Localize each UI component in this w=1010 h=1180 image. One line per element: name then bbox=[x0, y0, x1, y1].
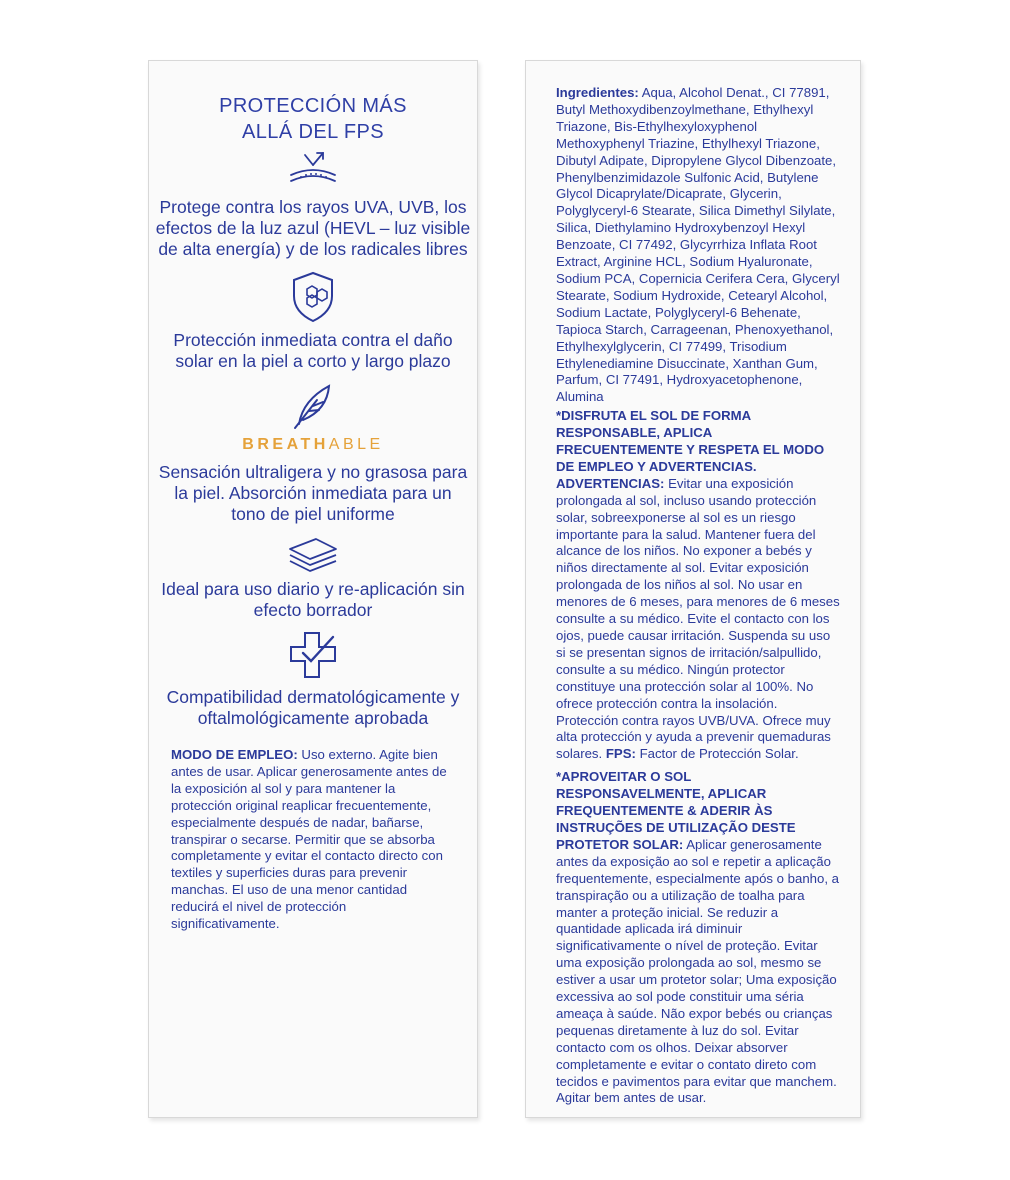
right-panel bbox=[525, 60, 861, 1118]
feature-uv-protection: Protege contra los rayos UVA, UVB, los efectos de la luz azul (HEVL – luz visible de alta energía) y de los radicales libres bbox=[155, 197, 471, 259]
feature-compatibility: Compatibilidad dermatológicamente y oftalmológicamente aprobada bbox=[166, 687, 460, 728]
usage-text: Uso externo. Agite bien antes de usar. Aplicar generosamente antes de la exposición al sol y para mantener la protección original reaplicar frecuentemente, especialmente después de nadar, bañarse, transpirar o secarse. Permitir que se absorba completamente y evitar el contacto directo con textiles y superficies duras para prevenir manchas. El uso de una menor cantidad reducirá el nivel de protección significativamente. bbox=[171, 747, 447, 932]
uv-rays-skin-icon bbox=[283, 149, 343, 195]
panel-title bbox=[149, 93, 477, 145]
ingredients-block bbox=[556, 85, 840, 406]
fps-label: FPS: bbox=[605, 746, 636, 762]
feather-icon bbox=[289, 380, 337, 430]
usage-label: MODO DE EMPLEO: bbox=[171, 747, 298, 762]
fps-text: Factor de Protección Solar. bbox=[639, 746, 799, 762]
feature-daily-use: Ideal para uso diario y re-aplicación sin efecto borrador bbox=[161, 579, 465, 620]
ingredients-label: Ingredientes: bbox=[556, 85, 639, 100]
layers-icon bbox=[286, 535, 340, 573]
breathable-label bbox=[149, 436, 477, 454]
ingredients-text: Aqua, Alcohol Denat., CI 77891, Butyl Methoxydibenzoylmethane, Ethylhexyl Triazone, Bis-Ethylhexyloxyphenol Methoxyphenyl Triazine, Ethylhexyl Triazone, Dibutyl Adipate, Dipropylene Glycol Dibenzoate, Phenylbenzimidazole Sulfonic Acid, Butylene Glycol Dicaprylate/Dicaprate, Glycerin, Polyglyceryl-6 Stearate, Silica Dimethyl Silylate, Silica, Diethylamino Hydroxybenzoyl Hexyl Benzoate, CI 77492, Glycyrrhiza Inflata Root Extract, Arginine HCL, Sodium Hyaluronate, Sodium PCA, Copernicia Cerifera Cera, Glyceryl Stearate, Sodium Hydroxide, Cetearyl Alcohol, Sodium Lactate, Polyglyceryl-6 Behenate, Tapioca Starch, Carrageenan, Phenoxyethanol, Ethylhexylglycerin, CI 77499, Trisodium Ethylenediamine Disuccinate, Xanthan Gum, Parfum, CI 77491, Hydroxyacetophenone, Alumina bbox=[556, 85, 840, 405]
title-line-2: ALLÁ DEL FPS bbox=[242, 121, 384, 143]
es-warnings-block bbox=[556, 408, 840, 763]
pt-text: Aplicar generosamente antes da exposição ao sol e repetir a aplicação frequentemente, especialmente após o banho, a transpiração ou a utilização de toalha para manter a proteção inicial. Se reduzir a quantidade aplicada irá diminuir significativamente o nível de proteção. Evitar uma exposição prolongada ao sol, mesmo se estiver a usar um protetor solar; Uma exposição excessiva ao sol pode constituir uma séria ameaça à saúde. Não expor bebés ou crianças pequenas diretamente à luz do sol. Evitar contacto com os olhos. Deixar absorver completamente e evitar o contato direto com tecidos e pavimentos para evitar que manchem. Agitar bem antes de usar. bbox=[556, 836, 839, 1106]
usage-instructions bbox=[171, 747, 457, 933]
pt-label: *APROVEITAR O SOL RESPONSAVELMENTE, APLICAR FREQUENTEMENTE & ADERIR ÀS INSTRUÇÕES DE UTILIZAÇÃO DESTE PROTETOR SOLAR: bbox=[556, 769, 796, 852]
es-warning-label: *DISFRUTA EL SOL DE FORMA RESPONSABLE, APLICA FRECUENTEMENTE Y RESPETA EL MODO DE EMPLEO Y ADVERTENCIAS. ADVERTENCIAS: bbox=[556, 408, 825, 491]
title-line-1: PROTECCIÓN MÁS bbox=[219, 95, 407, 117]
es-warning-text: Evitar una exposición prolongada al sol, incluso usando protección solar, sobreexponerse al sol es un riesgo importante para la salud. Mantener fuera del alcance de los niños. No exponer a bebés y niños directamente al sol. Evitar exposición prolongada de los niños al sol. No usar en menores de 6 meses, para menores de 6 meses consulte a su médico. Evite el contacto con los ojos, puede causar irritación. Suspenda su uso si se presentan signos de irritación/salpullido, consulte a su médico. Ningún protector constituye una protección solar al 100%. No ofrece protección contra la insolación. Protección contra rayos UVB/UVA. Ofrece muy alta protección y ayuda a prevenir quemaduras solares. bbox=[556, 475, 840, 762]
breathable-bold: BREATH bbox=[242, 436, 329, 453]
pt-instructions-block bbox=[556, 769, 840, 1107]
feature-immediate-protection: Protección inmediata contra el daño solar en la piel a corto y largo plazo bbox=[173, 330, 453, 371]
shield-cells-icon bbox=[290, 270, 336, 324]
breathable-light: ABLE bbox=[328, 436, 384, 453]
cross-check-icon bbox=[287, 629, 339, 681]
feature-ultralight: Sensación ultraligera y no grasosa para la piel. Absorción inmediata para un tono de piel uniforme bbox=[158, 462, 468, 524]
left-panel bbox=[148, 60, 478, 1118]
